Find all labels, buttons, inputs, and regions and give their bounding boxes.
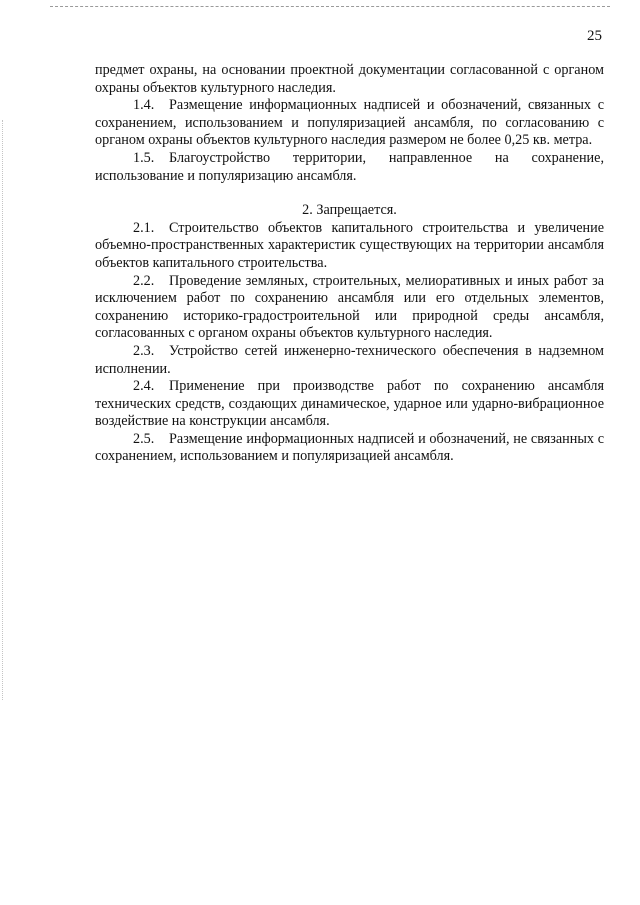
item-number: 2.5. [133,430,155,447]
item-number: 1.4. [133,97,155,114]
scan-edge-top [50,6,610,8]
item-text: Устройство сетей инженерно-технического обеспечения в надземном исполнении. [95,342,604,377]
item-number: 2.3. [133,342,155,359]
paragraph-2-5 [95,431,604,466]
item-number: 2.4. [133,378,155,395]
section-heading-prohibited: 2. Запрещается. [302,202,397,219]
paragraph-1-4 [95,97,604,150]
scan-edge-left [2,120,4,700]
item-text: Размещение информационных надписей и обозначений, связанных с сохранением, использованием и популяризацией ансамбля, по согласованию с органом охраны объектов культурного наследия размером не более 0,25 кв. метра. [95,97,604,149]
item-text: Строительство объектов капитального строительства и увеличение объемно-пространственных характеристик существующих на территории ансамбля объектов капитального строительства. [95,219,604,271]
item-text: Размещение информационных надписей и обозначений, не связанных с сохранением, использованием и популяризацией ансамбля. [95,430,604,465]
item-number: 1.5. [133,149,155,166]
paragraph-2-1 [95,220,604,273]
paragraph-2-2 [95,273,604,343]
document-body [95,62,604,466]
item-text: Благоустройство территории, направленное на сохранение, использование и популяризацию ансамбля. [95,149,604,184]
paragraph-2-4 [95,378,604,431]
paragraph-continuation: предмет охраны, на основании проектной документации согласованной с органом охраны объектов культурного наследия. [95,62,604,96]
item-number: 2.2. [133,272,155,289]
item-text: Применение при производстве работ по сохранению ансамбля технических средств, создающих динамическое, ударное или ударно-вибрационное воздействие на конструкции ансамбля. [95,378,604,430]
item-text: Проведение земляных, строительных, мелиоративных и иных работ за исключением работ по сохранению ансамбля или его отдельных элементов, сохранению историко-градостроительной или природной среды ансамбля, согласованных с органом охраны объектов культурного наследия. [95,272,604,342]
paragraph-1-5 [95,150,604,185]
paragraph-2-3 [95,343,604,378]
item-number: 2.1. [133,219,155,236]
page-number: 25 [587,28,602,44]
